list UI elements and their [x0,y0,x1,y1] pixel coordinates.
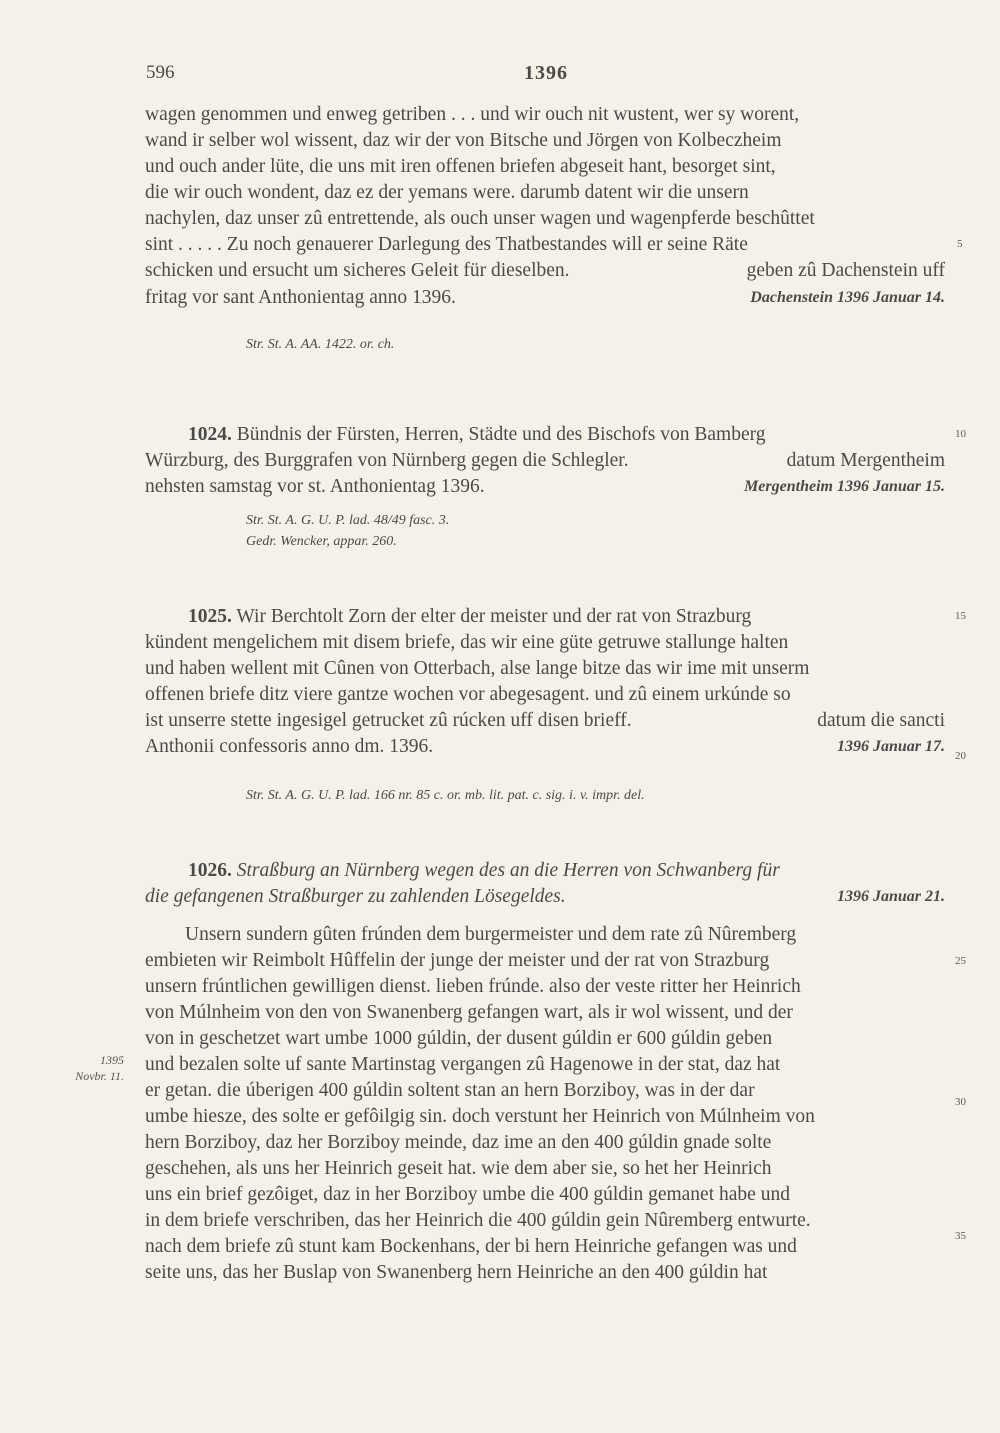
text-line [145,448,945,473]
date-line: 1396 Januar 21. [836,888,945,905]
date-line: Dachenstein 1396 Januar 14. [750,289,945,306]
margin-line-number: 5 [957,238,963,250]
text-line: offenen briefe ditz viere gantze wochen vor abegesagent. und zû einem urkúnde so [145,684,791,705]
text-line: von in geschetzet wart umbe 1000 gúldin, der dusent gúldin er 600 gúldin geben [145,1028,773,1049]
source-citation: Str. St. A. AA. 1422. or. ch. [246,337,395,352]
date-line: 1396 Januar 17. [836,738,945,755]
margin-date-note [58,1052,124,1084]
text-fragment: fritag vor sant Anthonientag anno 1396. [145,287,456,308]
text-line: umbe hiesze, des solte er gefôilgig sin. doch verstunt her Heinrich von Múlnheim von [145,1106,815,1127]
text-line: uns ein brief gezôiget, daz in her Borziboy umbe die 400 gúldin gemanet habe und [145,1184,790,1205]
text-fragment: datum Mergentheim [786,450,945,471]
text-line: die wir ouch wondent, daz ez der yemans were. darumb datent wir die unsern [145,182,749,203]
text-line: seite uns, das her Buslap von Swanenberg hern Heinriche an den 400 gúldin hat [145,1262,768,1283]
text-line: wand ir selber wol wissent, daz wir der von Bitsche und Jörgen von Kolbeczheim [145,130,782,151]
text-line [145,884,945,909]
margin-line-number: 30 [955,1096,966,1108]
text-fragment: ist unserre stette ingesigel getrucket zû rúcken uff disen brieff. [145,710,632,731]
margin-line-number: 10 [955,428,966,440]
text-line: von Múlnheim von den von Swanenberg gefangen wart, als ir wol wissent, und der [145,1002,793,1023]
text-line: sint . . . . . Zu noch genauerer Darlegung des Thatbestandes will er seine Räte [145,234,748,255]
text-line [145,285,945,310]
margin-note-year: 1395 [100,1053,124,1067]
text-line [188,604,945,629]
source-citation: Str. St. A. G. U. P. lad. 166 nr. 85 c. or. mb. lit. pat. c. sig. i. v. impr. del. [246,788,645,803]
text-fragment: Bündnis der Fürsten, Herren, Städte und des Bischofs von Bamberg [236,424,766,445]
text-line: wagen genommen und enweg getriben . . . und wir ouch nit wustent, wer sy worent, [145,104,800,125]
margin-line-number: 15 [955,610,966,622]
margin-line-number: 25 [955,955,966,967]
text-fragment: Wir Berchtolt Zorn der elter der meister und der rat von Strazburg [236,606,752,627]
text-fragment: schicken und ersucht um sicheres Geleit für dieselben. [145,260,570,281]
text-line [145,734,945,759]
text-line [145,474,945,499]
text-fragment: nehsten samstag vor st. Anthonientag 1396. [145,476,485,497]
margin-line-number: 35 [955,1230,966,1242]
document-title: Straßburg an Nürnberg wegen des an die Herren von Schwanberg für [236,860,780,881]
text-line: nachylen, daz unser zû entrettende, als ouch unser wagen und wagenpferde beschûttet [145,208,815,229]
text-line: embieten wir Reimbolt Hûffelin der junge der meister und der rat von Strazburg [145,950,770,971]
text-fragment: Anthonii confessoris anno dm. 1396. [145,736,434,757]
text-line: er getan. die úberigen 400 gúldin soltent stan an hern Borziboy, was in der dar [145,1080,755,1101]
text-fragment: datum die sancti [817,710,945,731]
text-line: in dem briefe verschriben, das her Heinrich die 400 gúldin gein Nûremberg entwurte. [145,1210,811,1231]
text-fragment: geben zû Dachenstein uff [746,260,945,281]
text-line: und bezalen solte uf sante Martinstag vergangen zû Hagenowe in der stat, daz hat [145,1054,781,1075]
text-line: unsern frúntlichen gewilligen dienst. lieben frúnde. also der veste ritter her Heinrich [145,976,801,997]
text-fragment: Würzburg, des Burggrafen von Nürnberg gegen die Schlegler. [145,450,629,471]
text-line [188,858,945,883]
text-line [145,258,945,283]
document-number: 1024. [188,424,232,445]
text-line [145,708,945,733]
page-number: 596 [146,62,175,83]
text-line: geschehen, als uns her Heinrich geseit hat. wie dem aber sie, so het her Heinrich [145,1158,772,1179]
text-line: nach dem briefe zû stunt kam Bockenhans, der bi hern Heinriche gefangen was und [145,1236,797,1257]
print-citation: Gedr. Wencker, appar. 260. [246,534,397,549]
text-line [188,422,945,447]
margin-line-number: 20 [955,750,966,762]
text-line: und haben wellent mit Cûnen von Otterbach, alse lange bitze das wir ime mit unserm [145,658,810,679]
source-citation: Str. St. A. G. U. P. lad. 48/49 fasc. 3. [246,513,450,528]
date-line: Mergentheim 1396 Januar 15. [744,478,945,495]
text-line: und ouch ander lüte, die uns mit iren offenen briefen abgeseit hant, besorget sint, [145,156,776,177]
document-title: die gefangenen Straßburger zu zahlenden Lösegeldes. [145,886,566,907]
text-line: hern Borziboy, daz her Borziboy meinde, daz ime an den 400 gúldin gnade solte [145,1132,772,1153]
document-number: 1026. [188,860,232,881]
document-number: 1025. [188,606,232,627]
running-head: 1396 [524,62,568,84]
text-line: Unsern sundern gûten frúnden dem burgermeister und dem rate zû Nûremberg [185,924,797,945]
margin-note-day: Novbr. 11. [75,1069,124,1083]
text-line: kündent mengelichem mit disem briefe, das wir eine güte getruwe stallunge halten [145,632,789,653]
